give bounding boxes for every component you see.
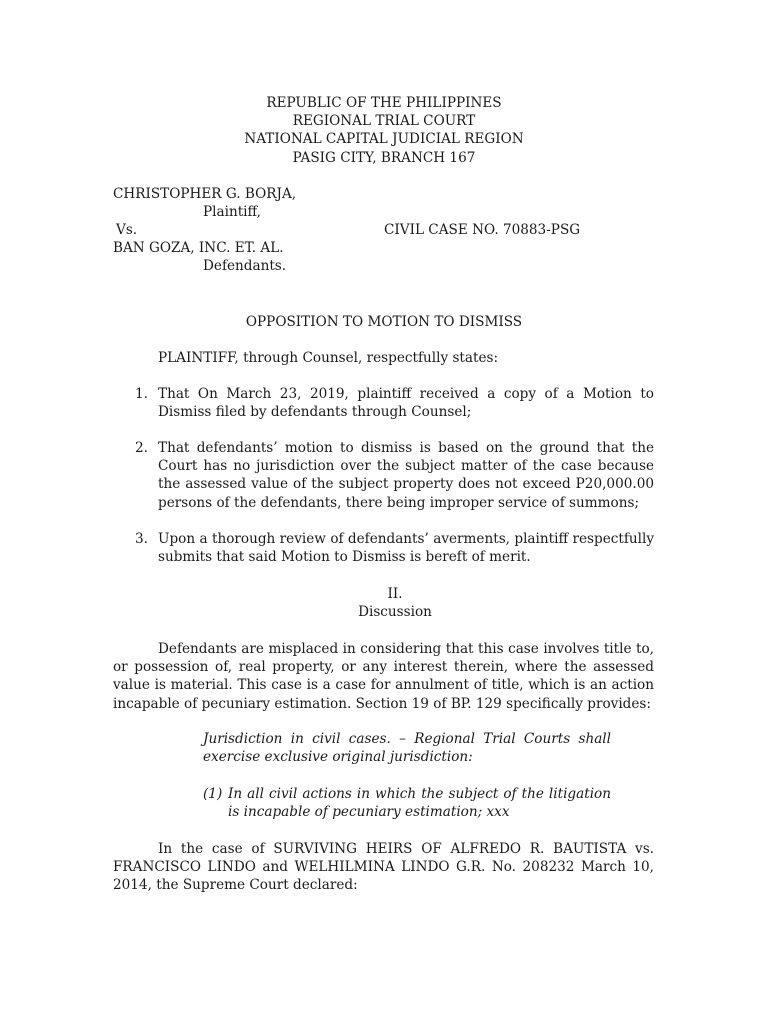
document-title: OPPOSITION TO MOTION TO DISMISS — [245, 314, 523, 330]
court-header — [0, 94, 768, 167]
list-item-number: 3. — [135, 531, 148, 547]
header-branch: PASIG CITY, BRANCH 167 — [292, 149, 476, 166]
header-republic: REPUBLIC OF THE PHILIPPINES — [266, 95, 502, 111]
list-item-text: Upon a thorough review of defendants’ averments, plaintiff respectfully submits that said Motion to Dismiss is bereft of merit. — [158, 531, 654, 566]
list-item-text: That On March 23, 2019, plaintiff received a copy of a Motion to Dismiss filed by defendants through Counsel; — [158, 386, 654, 421]
list-item-text: That defendants’ motion to dismiss is based on the ground that the Court has no jurisdiction over the subject matter of the case because the assessed value of the subject property does not exceed P20,000.00 persons of the defendants, there being improper service of summons; — [158, 440, 654, 511]
defendant-role: Defendants. — [203, 258, 287, 274]
discussion-paragraph: Defendants are misplaced in considering that this case involves title to, or possession of, real property, or any interest therein, where the assessed value is material. This case is a case for annulment of title, which is an action incapable of pecuniary estimation. Section 19 of BP. 129 specifically provides: — [113, 641, 654, 712]
defendant-name: BAN GOZA, INC. ET. AL. — [113, 240, 284, 256]
header-court: REGIONAL TRIAL COURT — [292, 113, 476, 130]
section-number: II. — [387, 586, 403, 602]
statute-lead: Jurisdiction in civil cases. – Regional Trial Courts shall exercise exclusive original jurisdiction: — [203, 731, 611, 766]
statute-item-number: (1) — [203, 786, 223, 802]
list-item-number: 1. — [135, 386, 148, 402]
case-citation-paragraph: In the case of SURVIVING HEIRS OF ALFREDO R. BAUTISTA vs. FRANCISCO LINDO and WELHILMINA LINDO G.R. No. 208232 March 10, 2014, the Supreme Court declared: — [113, 841, 654, 894]
plaintiff-role: Plaintiff, — [203, 204, 262, 220]
section-heading: Discussion — [358, 604, 432, 620]
case-number: CIVIL CASE NO. 70883-PSG — [384, 222, 581, 238]
statute-item-text: In all civil actions in which the subject of the litigation is incapable of pecuniary estimation; xxx — [228, 786, 611, 821]
header-region: NATIONAL CAPITAL JUDICIAL REGION — [244, 131, 524, 148]
versus-label: Vs. — [116, 222, 138, 238]
plaintiff-name: CHRISTOPHER G. BORJA, — [113, 186, 297, 202]
intro-statement: PLAINTIFF, through Counsel, respectfully states: — [158, 350, 499, 366]
list-item-number: 2. — [135, 440, 148, 456]
